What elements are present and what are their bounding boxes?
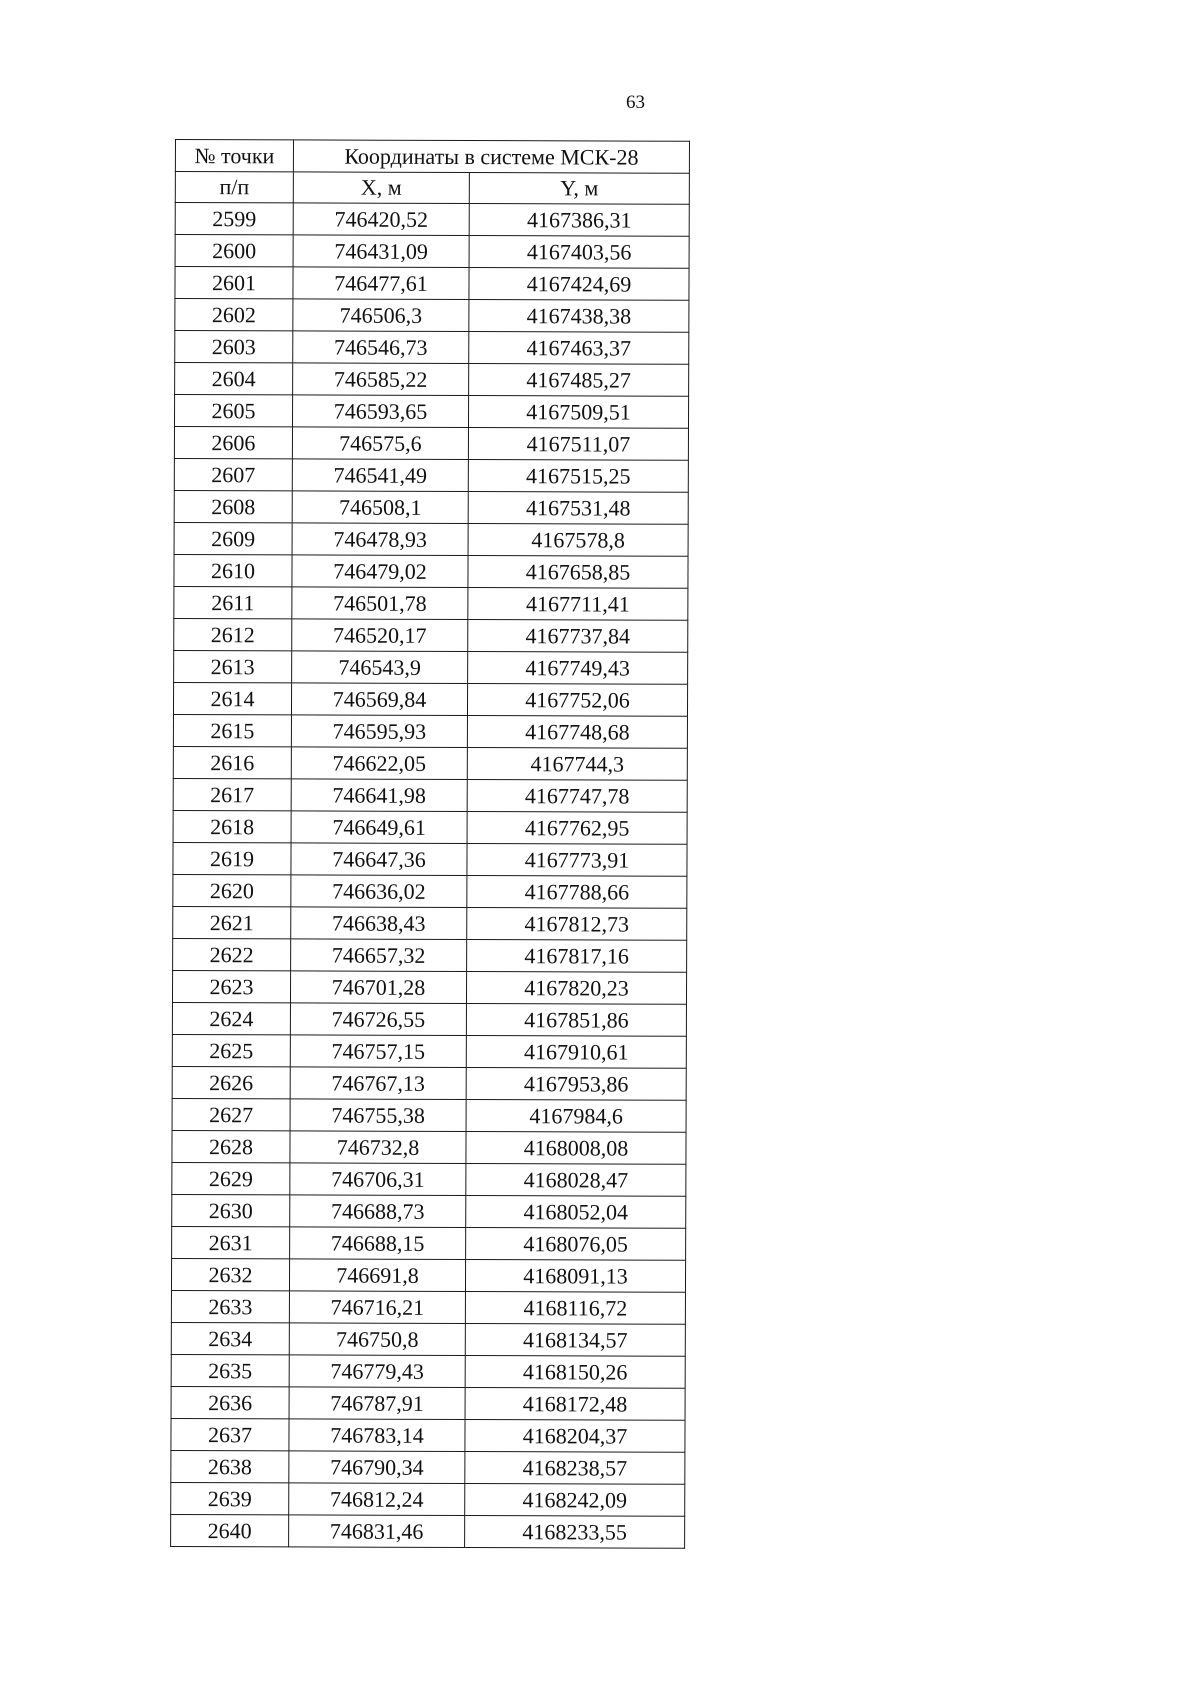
- table-row: [174, 490, 688, 524]
- table-row: [172, 1002, 686, 1036]
- y-coordinate-cell: 4167749,43: [468, 652, 688, 685]
- x-coordinate-cell: 746647,36: [291, 843, 467, 876]
- table-row: [171, 1450, 685, 1484]
- table-row: [175, 235, 689, 269]
- coordinates-system-header: Координаты в системе МСК-28: [293, 140, 689, 173]
- x-coordinate-cell: 746593,65: [292, 395, 468, 428]
- y-coordinate-cell: 4167386,31: [469, 204, 689, 237]
- point-number-cell: 2634: [171, 1322, 289, 1354]
- point-number-cell: 2602: [175, 299, 293, 331]
- x-coordinate-cell: 746641,98: [291, 779, 467, 812]
- point-number-cell: 2618: [173, 810, 291, 842]
- x-coordinate-cell: 746543,9: [292, 651, 468, 684]
- point-number-cell: 2623: [172, 970, 290, 1002]
- y-coordinate-cell: 4167752,06: [467, 684, 687, 717]
- point-number-cell: 2624: [172, 1002, 290, 1034]
- x-coordinate-cell: 746691,8: [289, 1259, 465, 1292]
- y-coordinate-cell: 4167424,69: [469, 268, 689, 301]
- y-coordinate-cell: 4168028,47: [466, 1164, 686, 1197]
- y-coordinate-cell: 4168116,72: [465, 1292, 685, 1325]
- table-row: [173, 938, 687, 972]
- point-number-cell: 2607: [174, 458, 292, 490]
- point-number-cell: 2625: [172, 1034, 290, 1066]
- table-row: [172, 1194, 686, 1228]
- x-coordinate-cell: 746750,8: [289, 1323, 465, 1356]
- table-header: [175, 140, 689, 205]
- table-row: [171, 1418, 685, 1452]
- y-coordinate-cell: 4168052,04: [466, 1196, 686, 1229]
- table-row: [173, 810, 687, 844]
- y-coordinate-cell: 4167910,61: [466, 1036, 686, 1069]
- point-number-cell: 2604: [175, 363, 293, 395]
- x-coordinate-cell: 746701,28: [290, 971, 466, 1004]
- table-row: [172, 970, 686, 1004]
- x-coordinate-cell: 746790,34: [289, 1451, 465, 1484]
- table-row: [174, 618, 688, 652]
- y-coordinate-cell: 4168172,48: [465, 1388, 685, 1421]
- x-coordinate-cell: 746520,17: [292, 619, 468, 652]
- point-number-cell: 2620: [173, 874, 291, 906]
- header-row-top: [175, 140, 689, 174]
- table-row: [175, 299, 689, 333]
- table-row: [172, 1034, 686, 1068]
- point-number-cell: 2628: [172, 1130, 290, 1162]
- y-coordinate-cell: 4167984,6: [466, 1100, 686, 1133]
- x-coordinate-cell: 746546,73: [293, 331, 469, 364]
- x-coordinate-cell: 746585,22: [293, 363, 469, 396]
- table-row: [174, 395, 688, 429]
- x-coordinate-cell: 746783,14: [289, 1419, 465, 1452]
- table-row: [173, 842, 687, 876]
- x-coordinate-cell: 746779,43: [289, 1355, 465, 1388]
- point-number-cell: 2629: [172, 1162, 290, 1194]
- x-coordinate-cell: 746638,43: [291, 907, 467, 940]
- y-coordinate-cell: 4167737,84: [468, 620, 688, 653]
- table-row: [172, 1162, 686, 1196]
- point-number-cell: 2633: [171, 1290, 289, 1322]
- header-row-sub: [175, 172, 689, 205]
- table-row: [172, 1098, 686, 1132]
- x-coordinate-cell: 746732,8: [290, 1131, 466, 1164]
- y-coordinate-cell: 4168008,08: [466, 1132, 686, 1165]
- point-number-cell: 2640: [171, 1514, 289, 1546]
- y-coordinate-cell: 4167511,07: [468, 428, 688, 461]
- x-coordinate-cell: 746508,1: [292, 491, 468, 524]
- y-coordinate-cell: 4167812,73: [467, 908, 687, 941]
- point-number-cell: 2639: [171, 1482, 289, 1514]
- y-coordinate-cell: 4168134,57: [465, 1324, 685, 1357]
- point-number-cell: 2632: [171, 1258, 289, 1290]
- table-row: [171, 1354, 685, 1388]
- point-number-cell: 2606: [174, 427, 292, 459]
- x-coordinate-cell: 746569,84: [291, 683, 467, 716]
- x-coordinate-cell: 746688,15: [290, 1227, 466, 1260]
- y-coordinate-cell: 4168242,09: [465, 1484, 685, 1517]
- y-coordinate-cell: 4167403,56: [469, 236, 689, 269]
- y-coordinate-cell: 4167509,51: [468, 396, 688, 429]
- y-coordinate-cell: 4168204,37: [465, 1420, 685, 1453]
- point-number-cell: 2619: [173, 842, 291, 874]
- y-coordinate-cell: 4167817,16: [467, 940, 687, 973]
- x-coordinate-cell: 746767,13: [290, 1067, 466, 1100]
- y-coordinate-cell: 4167748,68: [467, 716, 687, 749]
- table-row: [171, 1290, 685, 1324]
- table-row: [173, 778, 687, 812]
- point-number-cell: 2610: [174, 554, 292, 586]
- table-body: [171, 203, 690, 1549]
- table-row: [174, 586, 688, 620]
- table-row: [172, 1130, 686, 1164]
- table-row: [175, 267, 689, 301]
- table-row: [172, 1066, 686, 1100]
- point-number-cell: 2622: [173, 938, 291, 970]
- table-row: [174, 554, 688, 588]
- point-number-cell: 2603: [175, 331, 293, 363]
- page-number: 63: [626, 92, 645, 113]
- table-row: [171, 1258, 685, 1292]
- table-row: [174, 650, 688, 684]
- point-number-cell: 2608: [174, 490, 292, 522]
- point-number-header-line1: № точки: [175, 140, 293, 172]
- y-coordinate-cell: 4168238,57: [465, 1452, 685, 1485]
- y-coordinate-cell: 4167820,23: [466, 972, 686, 1005]
- x-column-header: X, м: [293, 172, 469, 204]
- y-coordinate-cell: 4167953,86: [466, 1068, 686, 1101]
- coordinates-table: [170, 139, 690, 1549]
- table-row: [173, 906, 687, 940]
- x-coordinate-cell: 746420,52: [293, 203, 469, 236]
- point-number-cell: 2609: [174, 522, 292, 554]
- x-coordinate-cell: 746477,61: [293, 267, 469, 300]
- y-coordinate-cell: 4167747,78: [467, 780, 687, 813]
- table-row: [175, 331, 689, 365]
- x-coordinate-cell: 746636,02: [291, 875, 467, 908]
- point-number-cell: 2621: [173, 906, 291, 938]
- x-coordinate-cell: 746755,38: [290, 1099, 466, 1132]
- x-coordinate-cell: 746831,46: [289, 1515, 465, 1548]
- table-row: [174, 427, 688, 461]
- y-coordinate-cell: 4167851,86: [466, 1004, 686, 1037]
- table-row: [171, 1514, 685, 1548]
- x-coordinate-cell: 746757,15: [290, 1035, 466, 1068]
- y-coordinate-cell: 4168150,26: [465, 1356, 685, 1389]
- point-number-cell: 2615: [173, 714, 291, 746]
- table-row: [171, 1386, 685, 1420]
- x-coordinate-cell: 746622,05: [291, 747, 467, 780]
- point-number-cell: 2601: [175, 267, 293, 299]
- point-number-cell: 2616: [173, 746, 291, 778]
- point-number-header-line2: п/п: [175, 172, 293, 203]
- x-coordinate-cell: 746657,32: [291, 939, 467, 972]
- y-coordinate-cell: 4167485,27: [469, 364, 689, 397]
- x-coordinate-cell: 746575,6: [292, 427, 468, 460]
- y-coordinate-cell: 4167515,25: [468, 460, 688, 493]
- y-coordinate-cell: 4167438,38: [469, 300, 689, 333]
- y-coordinate-cell: 4167711,41: [468, 588, 688, 621]
- point-number-cell: 2627: [172, 1098, 290, 1130]
- y-coordinate-cell: 4168091,13: [465, 1260, 685, 1293]
- point-number-cell: 2630: [172, 1194, 290, 1226]
- x-coordinate-cell: 746688,73: [290, 1195, 466, 1228]
- x-coordinate-cell: 746595,93: [291, 715, 467, 748]
- y-coordinate-cell: 4168076,05: [466, 1228, 686, 1261]
- y-coordinate-cell: 4168233,55: [465, 1516, 685, 1549]
- x-coordinate-cell: 746479,02: [292, 555, 468, 588]
- point-number-cell: 2626: [172, 1066, 290, 1098]
- x-coordinate-cell: 746506,3: [293, 299, 469, 332]
- y-coordinate-cell: 4167744,3: [467, 748, 687, 781]
- x-coordinate-cell: 746501,78: [292, 587, 468, 620]
- x-coordinate-cell: 746541,49: [292, 459, 468, 492]
- point-number-cell: 2599: [175, 203, 293, 235]
- table-row: [174, 522, 688, 556]
- x-coordinate-cell: 746726,55: [290, 1003, 466, 1036]
- table-row: [173, 874, 687, 908]
- point-number-cell: 2637: [171, 1418, 289, 1450]
- x-coordinate-cell: 746431,09: [293, 235, 469, 268]
- x-coordinate-cell: 746706,31: [290, 1163, 466, 1196]
- point-number-cell: 2612: [174, 618, 292, 650]
- x-coordinate-cell: 746649,61: [291, 811, 467, 844]
- point-number-cell: 2600: [175, 235, 293, 267]
- x-coordinate-cell: 746787,91: [289, 1387, 465, 1420]
- point-number-cell: 2613: [174, 650, 292, 682]
- point-number-cell: 2638: [171, 1450, 289, 1482]
- point-number-cell: 2605: [174, 395, 292, 427]
- y-coordinate-cell: 4167762,95: [467, 812, 687, 845]
- y-coordinate-cell: 4167658,85: [468, 556, 688, 589]
- point-number-cell: 2635: [171, 1354, 289, 1386]
- table-row: [172, 1226, 686, 1260]
- y-column-header: Y, м: [469, 173, 689, 205]
- y-coordinate-cell: 4167463,37: [469, 332, 689, 365]
- point-number-cell: 2614: [173, 682, 291, 714]
- table-row: [174, 458, 688, 492]
- x-coordinate-cell: 746716,21: [289, 1291, 465, 1324]
- point-number-cell: 2617: [173, 778, 291, 810]
- table-row: [173, 746, 687, 780]
- x-coordinate-cell: 746478,93: [292, 523, 468, 556]
- y-coordinate-cell: 4167788,66: [467, 876, 687, 909]
- point-number-cell: 2631: [172, 1226, 290, 1258]
- y-coordinate-cell: 4167578,8: [468, 524, 688, 557]
- table-row: [171, 1322, 685, 1356]
- table-row: [175, 363, 689, 397]
- table-row: [175, 203, 689, 237]
- table-row: [171, 1482, 685, 1516]
- point-number-cell: 2636: [171, 1386, 289, 1418]
- point-number-cell: 2611: [174, 586, 292, 618]
- y-coordinate-cell: 4167531,48: [468, 492, 688, 525]
- y-coordinate-cell: 4167773,91: [467, 844, 687, 877]
- table-row: [173, 682, 687, 716]
- table-row: [173, 714, 687, 748]
- x-coordinate-cell: 746812,24: [289, 1483, 465, 1516]
